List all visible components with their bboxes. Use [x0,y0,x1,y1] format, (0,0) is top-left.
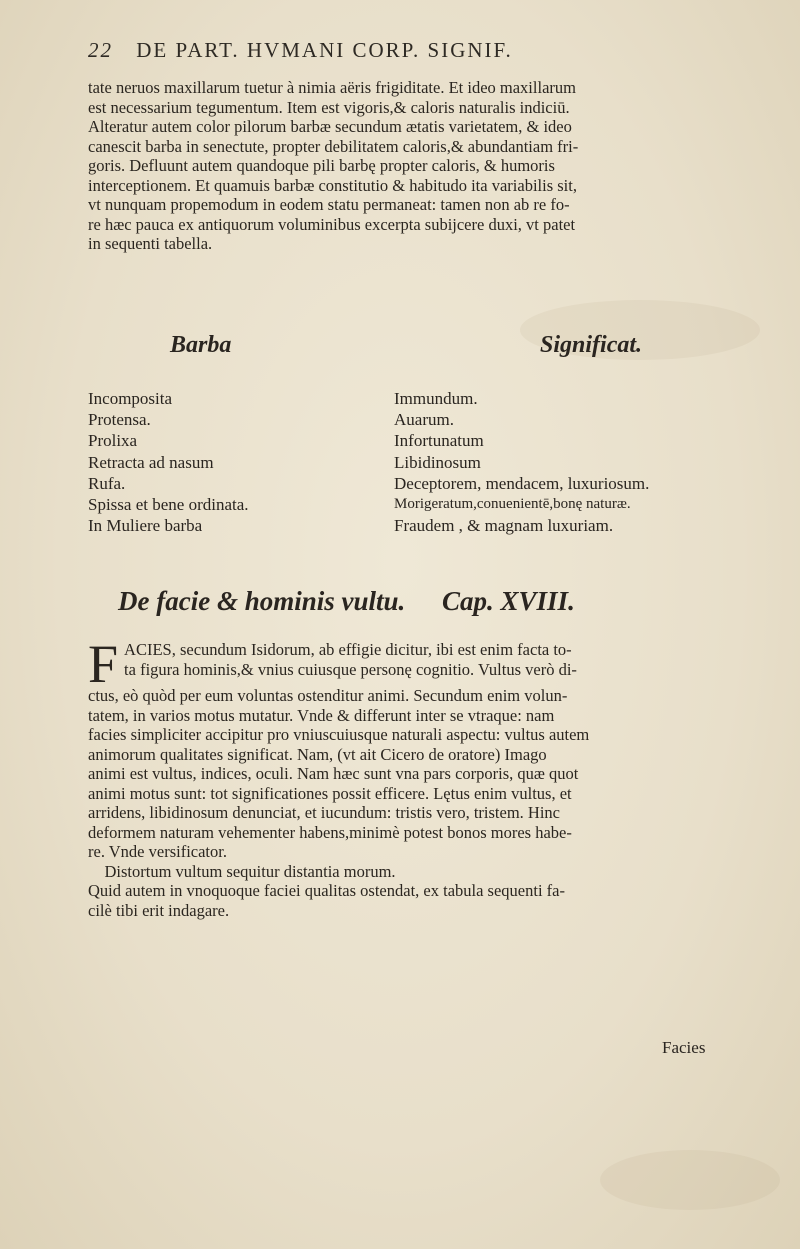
text-line: ACIES, secundum Isidorum, ab effigie dicitur, ibi est enim facta to- [124,640,572,659]
page-number: 22 [88,38,113,62]
table-cell-significat: Morigeratum,conuenientē,bonę naturæ. [394,495,631,512]
table-cell-barba: Prolixa [88,431,138,451]
text-line: animorum qualitates significat. Nam, (vt ait Cicero de oratore) Imago [88,744,547,764]
barba-table [88,388,768,536]
table-cell-barba: In Muliere barba [88,516,203,536]
table-cell-significat: Infortunatum [394,431,484,451]
text-line: tate neruos maxillarum tuetur à nimia aëris frigiditate. Et ideo maxillarum [88,78,576,97]
text-line: cilè tibi erit indagare. [88,900,230,920]
text-line: ctus, eò quòd per eum voluntas ostenditur animi. Secundum enim volun- [88,686,568,705]
paragraph-facies [88,634,768,920]
text-line: Quid autem in vnoquoque faciei qualitas ostendat, ex tabula sequenti fa- [88,881,565,900]
text-line: tatem, in varios motus mutatur. Vnde & differunt inter se vtraque: nam [88,705,555,725]
table-cell-barba: Protensa. [88,410,151,430]
text-line: interceptionem. Et quamuis barbæ constitutio & habitudo ita variabilis sit, [88,175,577,195]
table-cell-significat: Deceptorem, mendacem, luxuriosum. [394,473,650,493]
table-cell-barba: Rufa. [88,473,126,493]
table-row [88,430,768,451]
text-line: re. Vnde versificator. [88,842,227,861]
text-line: in sequenti tabella. [88,234,213,253]
text-line: facies simpliciter accipitur pro vniuscuiusque naturali aspectu: vultus autem [88,725,590,744]
text-line: canescit barba in senectute, propter debilitatem caloris,& abundantiam fri- [88,136,579,156]
table-cell-significat: Fraudem , & magnam luxuriam. [394,516,614,536]
table-cell-significat: Libidinosum [394,452,481,472]
table-cell-significat: Immundum. [394,389,478,408]
running-head [88,38,708,63]
table-row [88,452,768,473]
table-row [88,388,768,409]
paragraph-barba [88,78,768,254]
table-row [88,494,768,515]
catchword: Facies [662,1038,706,1057]
text-line: animi motus sunt: tot significationes possit efficere. Lętus enim vultus, et [88,783,572,803]
paper-stain [600,1150,780,1210]
text-line: deformem naturam vehementer habens,minimè potest bonos mores habe- [88,822,572,842]
table-cell-barba: Spissa et bene ordinata. [88,494,249,514]
text-line: ta figura hominis,& vnius cuiusque personę cognitio. Vultus verò di- [124,659,577,679]
chapter-heading [118,586,778,617]
text-line: arridens, libidinosum denunciat, et iucundum: tristis vero, tristem. Hinc [88,803,560,822]
text-line: Alteratur autem color pilorum barbæ secundum ætatis varietatem, & ideo [88,117,572,136]
table-cell-barba: Incomposita [88,389,173,408]
table-cell-significat: Auarum. [394,410,454,430]
table-header-significat: Significat. [540,332,643,358]
table-header-barba: Barba [170,332,232,358]
verse-line: Distortum vultum sequitur distantia morum. [88,861,396,881]
table-row [88,515,768,536]
chapter-title: De facie & hominis vultu. [118,586,406,616]
text-line: vt nunquam propemodum in eodem statu permaneat: tamen non ab re fo- [88,195,570,214]
text-line: goris. Defluunt autem quandoque pili barbę propter caloris, & humoris [88,156,555,175]
table-row [88,409,768,430]
text-line: est necessarium tegumentum. Item est vigoris,& caloris naturalis indiciū. [88,97,570,117]
text-line: re hæc pauca ex antiquorum voluminibus excerpta subijcere duxi, vt patet [88,214,576,234]
drop-capital: F [88,634,119,694]
chapter-number: Cap. XVIII. [442,586,575,616]
text-line: animi est vultus, indices, oculi. Nam hæc sunt vna pars corporis, quæ quot [88,764,579,783]
table-cell-barba: Retracta ad nasum [88,452,214,472]
running-title: DE PART. HVMANI CORP. SIGNIF. [136,38,513,62]
table-row [88,473,768,494]
